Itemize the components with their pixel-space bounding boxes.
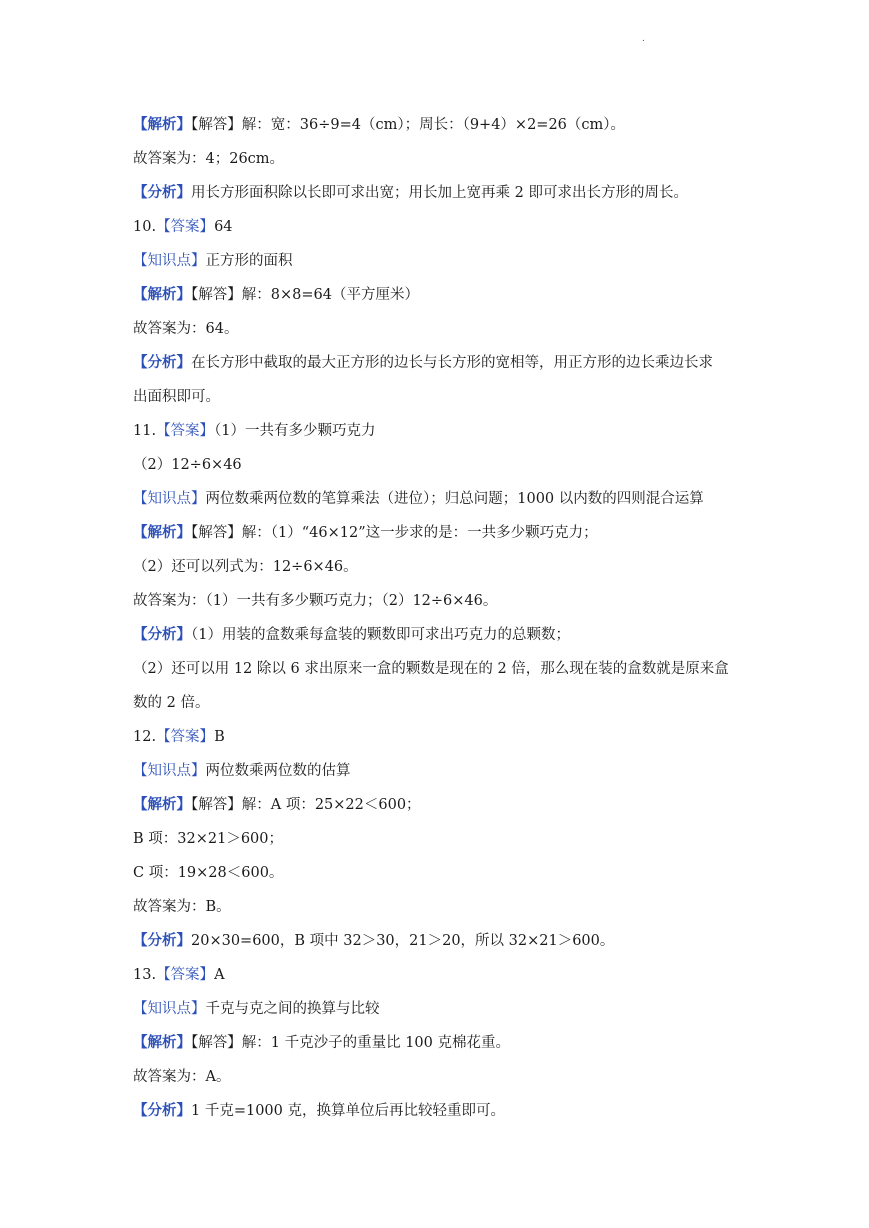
line-text: 1 千克=1000 克，换算单位后再比较轻重即可。 <box>191 1103 505 1119</box>
line-text: 出面积即可。 <box>133 389 220 405</box>
label-tag: 【答案】 <box>156 967 215 983</box>
line-text: 正方形的面积 <box>205 253 293 269</box>
text-line <box>133 176 753 210</box>
document-body <box>133 108 753 1128</box>
line-text: 10. <box>133 219 157 235</box>
text-line <box>133 890 753 924</box>
line-text: 两位数乘两位数的笔算乘法（进位）；归总问题；1000 以内数的四则混合运算 <box>205 491 704 507</box>
text-line <box>133 924 753 958</box>
section-tag: 【分析】 <box>133 184 191 201</box>
text-line <box>133 244 753 278</box>
line-text: 13. <box>133 967 157 983</box>
text-line <box>133 1094 753 1128</box>
line-text: 故答案为：（1）一共有多少颗巧克力；（2）12÷6×46。 <box>133 593 498 609</box>
label-tag: 【知识点】 <box>133 763 206 779</box>
line-text: 【解答】解：A 项：25×22＜600； <box>191 797 421 813</box>
section-tag: 【分析】 <box>133 1102 191 1119</box>
section-tag: 【解析】 <box>133 116 191 133</box>
line-text: 数的 2 倍。 <box>133 695 210 711</box>
text-line <box>133 992 753 1026</box>
section-tag: 【解析】 <box>133 796 191 813</box>
line-text: 【解答】解：（1）“46×12”这一步求的是：一共多少颗巧克力； <box>191 525 598 541</box>
section-tag: 【分析】 <box>133 626 191 643</box>
line-text: 64 <box>214 219 233 235</box>
text-line <box>133 108 753 142</box>
text-line <box>133 516 753 550</box>
text-line <box>133 584 753 618</box>
text-line <box>133 312 753 346</box>
text-line <box>133 686 753 720</box>
text-line <box>133 278 753 312</box>
text-line <box>133 652 753 686</box>
line-text: 12. <box>133 729 157 745</box>
label-tag: 【答案】 <box>156 219 215 235</box>
line-text: A <box>214 967 225 983</box>
section-tag: 【解析】 <box>133 524 191 541</box>
label-tag: 【答案】 <box>156 423 215 439</box>
text-line <box>133 822 753 856</box>
text-line <box>133 856 753 890</box>
text-line <box>133 958 753 992</box>
label-tag: 【知识点】 <box>133 253 206 269</box>
line-text: （2）12÷6×46 <box>133 457 242 473</box>
section-tag: 【解析】 <box>133 1034 191 1051</box>
line-text: 故答案为：B。 <box>133 899 231 915</box>
line-text: 11. <box>133 423 157 439</box>
text-line <box>133 482 753 516</box>
line-text: （2）还可以列式为：12÷6×46。 <box>133 559 358 575</box>
label-tag: 【知识点】 <box>133 1001 206 1017</box>
line-text: 两位数乘两位数的估算 <box>205 763 351 779</box>
line-text: （2）还可以用 12 除以 6 求出原来一盒的颗数是现在的 2 倍，那么现在装的盒数就是原来盒 <box>133 661 729 677</box>
line-text: 在长方形中截取的最大正方形的边长与长方形的宽相等，用正方形的边长乘边长求 <box>191 355 713 371</box>
section-tag: 【分析】 <box>133 932 191 949</box>
line-text: 故答案为：4；26cm。 <box>133 151 285 167</box>
text-line <box>133 720 753 754</box>
text-line <box>133 618 753 652</box>
line-text: 故答案为：A。 <box>133 1069 231 1085</box>
line-text: C 项：19×28＜600。 <box>133 865 284 881</box>
section-tag: 【解析】 <box>133 286 191 303</box>
text-line <box>133 550 753 584</box>
line-text: 用长方形面积除以长即可求出宽；用长加上宽再乘 2 即可求出长方形的周长。 <box>191 185 688 201</box>
text-line <box>133 414 753 448</box>
line-text: 千克与克之间的换算与比较 <box>205 1001 380 1017</box>
section-tag: 【分析】 <box>133 354 191 371</box>
line-text: 【解答】解：1 千克沙子的重量比 100 克棉花重。 <box>191 1035 510 1051</box>
line-text: B <box>214 729 225 745</box>
text-line <box>133 754 753 788</box>
line-text: 故答案为：64。 <box>133 321 239 337</box>
header-mark: . <box>642 34 645 44</box>
text-line <box>133 448 753 482</box>
line-text: B 项：32×21＞600； <box>133 831 283 847</box>
line-text: （1）一共有多少颗巧克力 <box>214 423 376 439</box>
text-line <box>133 1060 753 1094</box>
text-line <box>133 380 753 414</box>
line-text: （1）用装的盒数乘每盒装的颗数即可求出巧克力的总颗数； <box>191 627 570 643</box>
line-text: 20×30=600，B 项中 32＞30，21＞20，所以 32×21＞600。 <box>191 933 615 949</box>
text-line <box>133 142 753 176</box>
line-text: 【解答】解：宽：36÷9=4（cm）；周长：（9+4）×2=26（cm）。 <box>191 117 626 133</box>
label-tag: 【知识点】 <box>133 491 206 507</box>
label-tag: 【答案】 <box>156 729 215 745</box>
text-line <box>133 788 753 822</box>
text-line <box>133 346 753 380</box>
text-line <box>133 1026 753 1060</box>
line-text: 【解答】解：8×8=64（平方厘米） <box>191 287 419 303</box>
text-line <box>133 210 753 244</box>
